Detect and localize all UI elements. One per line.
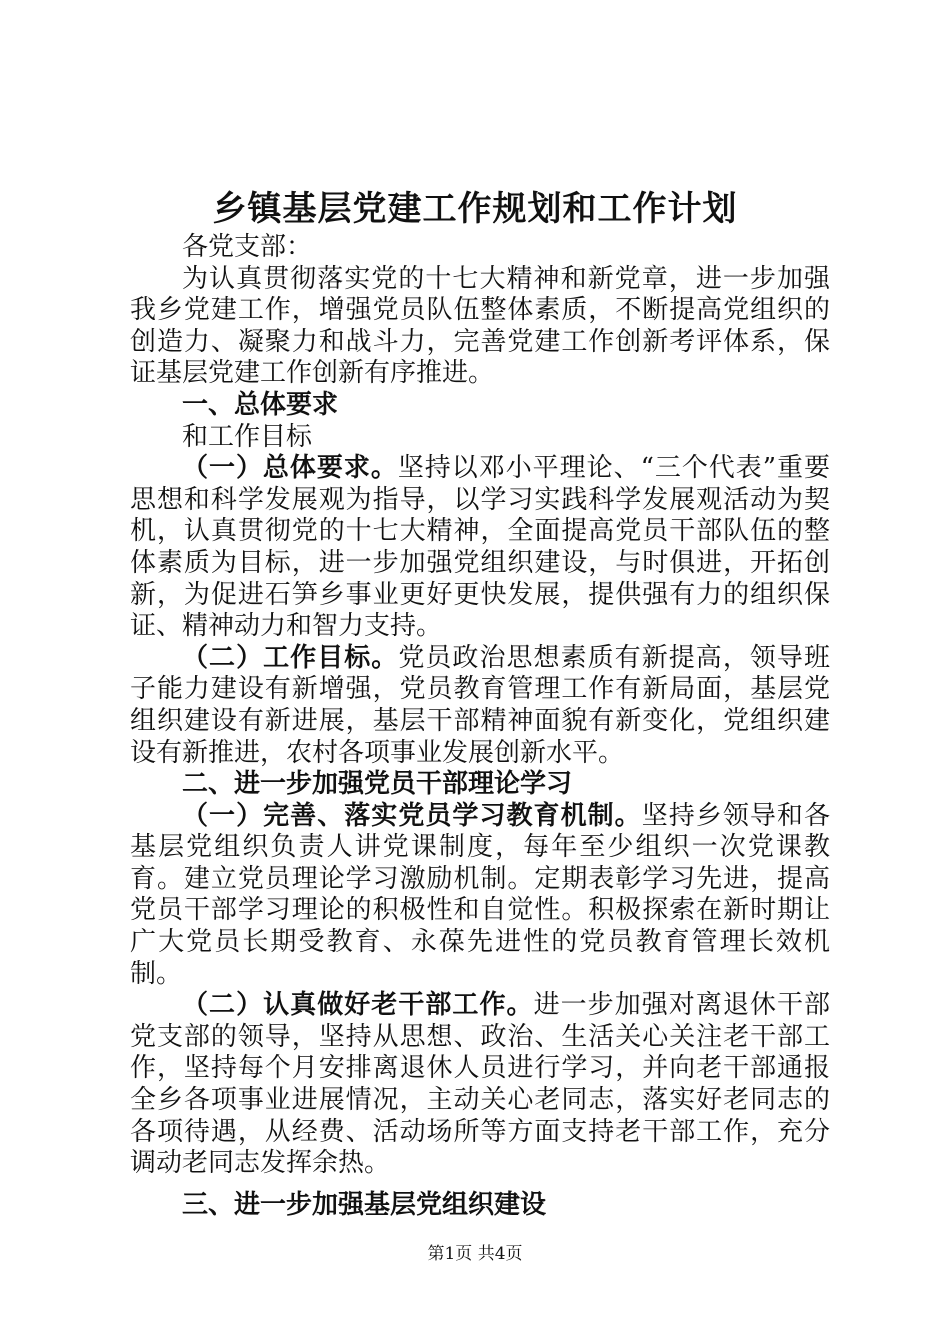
paragraph-text: 坚持以邓小平理论、“三个代表”重要思想和科学发展观为指导，以学习实践科学发展观活动为契机，认真贯彻党的十七大精神，全面提高党员干部队伍的整体素质为目标，进一步加强党组织建设，与时俱进，开拓创新，为促进石笋乡事业更好更快发展，提供强有力的组织保证、精神动力和智力支持。 [130, 453, 830, 642]
paragraph-text: 党员政治思想素质有新提高，领导班子能力建设有新增强，党员教育管理工作有新局面，基层党组织建设有新进展，基层干部精神面貌有新变化，党组织建设有新推进，农村各项事业发展创新水平。 [130, 642, 830, 768]
paragraph-work-goals [130, 643, 830, 769]
paragraph-general-requirements [130, 453, 830, 643]
intro-paragraph: 为认真贯彻落实党的十七大精神和新党章，进一步加强我乡党建工作，增强党员队伍整体素质，不断提高党组织的创造力、凝聚力和战斗力，完善党建工作创新考评体系，保证基层党建工作创新有序推进。 [130, 263, 830, 389]
paragraph-study-mechanism [130, 801, 830, 991]
paragraph-text: 坚持乡领导和各基层党组织负责人讲党课制度，每年至少组织一次党课教育。建立党员理论学习激励机制。定期表彰学习先进，提高党员干部学习理论的积极性和自觉性。积极探索在新时期让广大党员长期受教育、永葆先进性的党员教育管理长效机制。 [130, 800, 830, 989]
paragraph-lead: （二）工作目标。 [182, 642, 399, 673]
document-title: 乡镇基层党建工作规划和工作计划 [212, 189, 738, 229]
paragraph-lead: （一）总体要求。 [182, 453, 398, 484]
paragraph-text: 进一步加强对离退休干部党支部的领导，坚持从思想、政治、生活关心关注老干部工作，坚持每个月安排离退休人员进行学习，并向老干部通报全乡各项事业进展情况，主动关心老同志，落实好老同志的各项待遇，从经费、活动场所等方面支持老干部工作，充分调动老同志发挥余热。 [130, 990, 830, 1179]
document-body [130, 232, 830, 1221]
section-heading-3: 三、进一步加强基层党组织建设 [182, 1189, 547, 1220]
page-footer: 第1页 共4页 [427, 1244, 523, 1264]
salutation: 各党支部： [182, 232, 313, 262]
paragraph-veteran-cadres [130, 990, 830, 1180]
paragraph-lead: （一）完善、落实党员学习教育机制。 [182, 800, 642, 831]
section-heading-2: 二、进一步加强党员干部理论学习 [182, 769, 573, 800]
section-subheading-1: 和工作目标 [182, 421, 313, 452]
section-heading-1: 一、总体要求 [182, 389, 339, 420]
paragraph-lead: （二）认真做好老干部工作。 [182, 990, 534, 1021]
